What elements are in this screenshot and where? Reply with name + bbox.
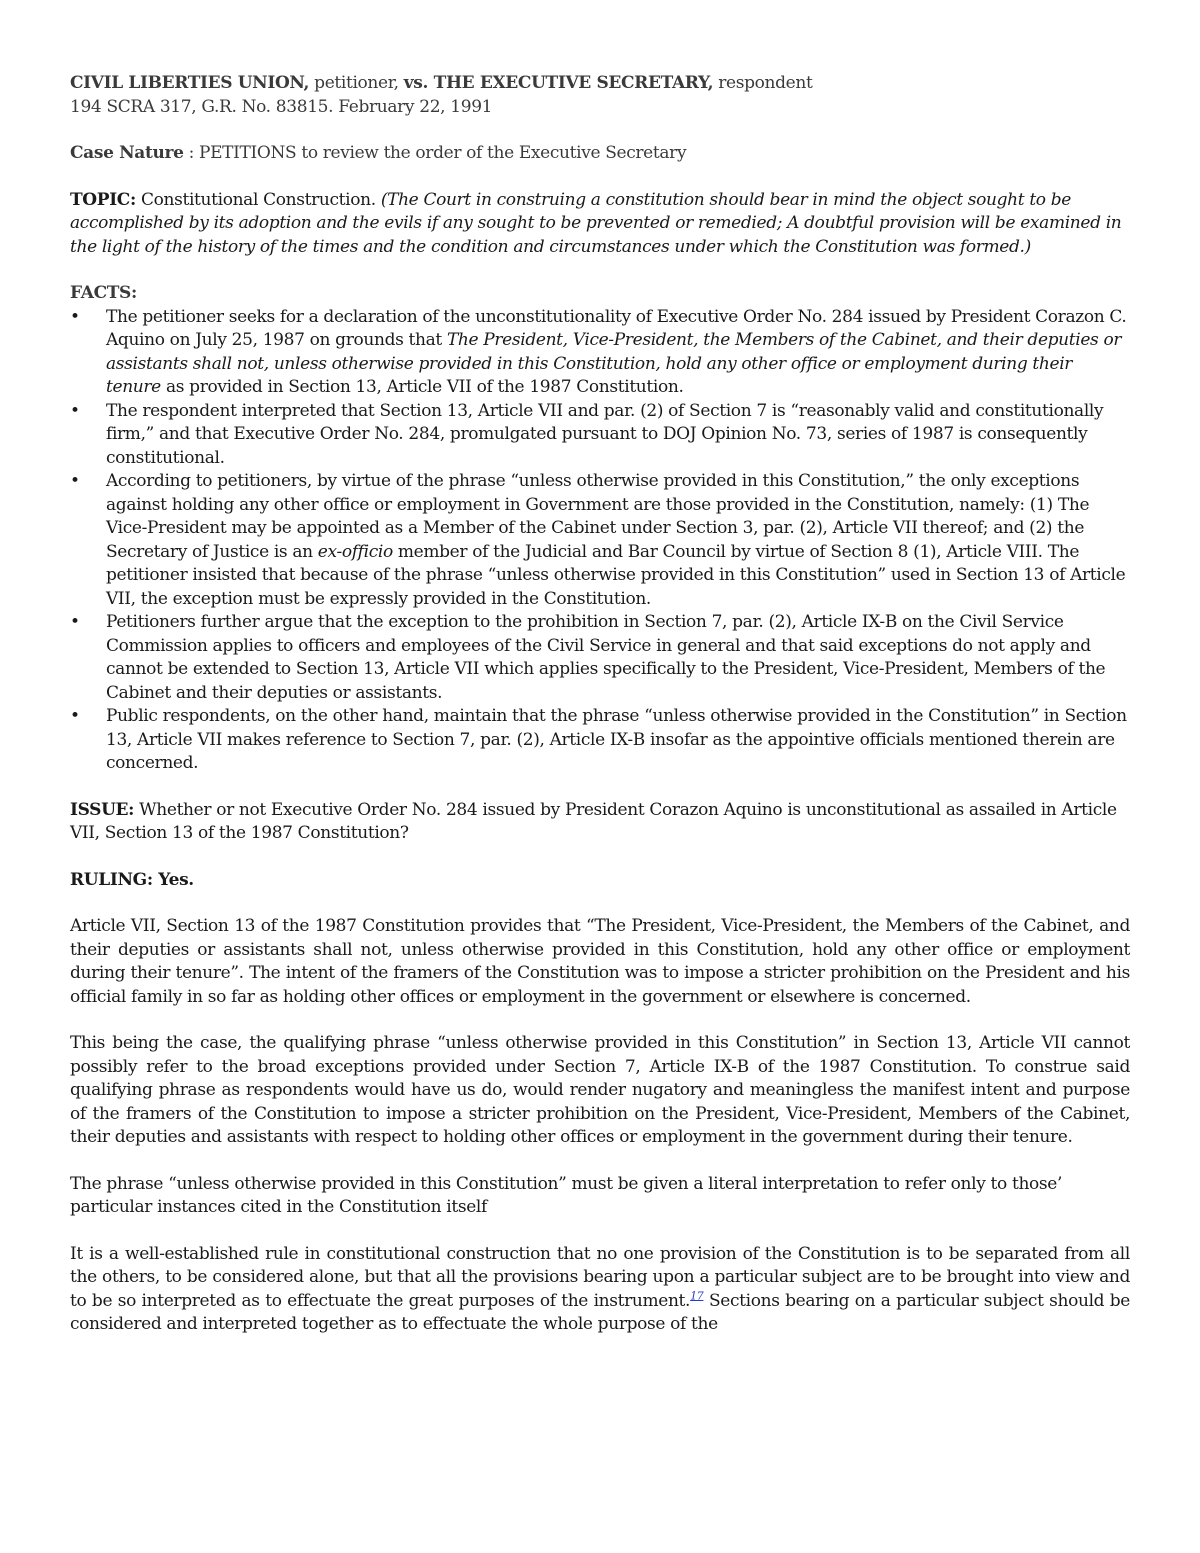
case-nature-label: Case Nature <box>70 143 184 163</box>
case-nature <box>70 142 1130 166</box>
ruling-paragraph-2: This being the case, the qualifying phrase “unless otherwise provided in this Constitution” in Section 13, Article VII cannot possibly refer to the broad exceptions provided under Section 7, Article IX-B of the 1987 Constitution. To construe said qualifying phrase as respondents would have us do, would render nugatory and meaningless the manifest intent and purpose of the framers of the Constitution to impose a stricter prohibition on the President, Vice-President, Members of the Cabinet, their deputies and assistants with respect to holding other offices or employment in the government during their tenure. <box>70 1033 1130 1147</box>
case-nature-text: : PETITIONS to review the order of the Executive Secretary <box>183 143 687 163</box>
petitioner-name: CIVIL LIBERTIES UNION, <box>70 73 310 93</box>
respondent-role: respondent <box>713 73 813 93</box>
fact-text: According to petitioners, by virtue of the phrase “unless otherwise provided in this Constitution,” the only exceptions against holding any other office or employment in Government are those provided in the Constitution, namely: (1) The Vice-President may be appointed as a Member of the Cabinet under Section 3, par. (2), Article VII thereof; and (2) the Secretary of Justice is an <box>106 471 1090 562</box>
topic-label: TOPIC: <box>70 189 136 210</box>
bullet: • <box>70 400 80 421</box>
issue-text: Whether or not Executive Order No. 284 issued by President Corazon Aquino is unconstitutional as assailed in Article VII, Section 13 of the 1987 Constitution? <box>70 799 1117 843</box>
ruling-paragraph-4-cont: Sections bearing on a particular subject should be considered and interpreted together as to effectuate the whole purpose of the <box>70 1290 1131 1334</box>
fact-item <box>70 400 1130 471</box>
bullet: • <box>70 306 80 327</box>
bullet: • <box>70 706 80 726</box>
ruling-paragraph-4 <box>70 1243 1130 1337</box>
topic-paragraph <box>70 189 1130 260</box>
respondent-name: vs. THE EXECUTIVE SECRETARY, <box>403 73 714 93</box>
bullet: • <box>70 612 80 632</box>
issue-paragraph <box>70 799 1130 846</box>
fact-item <box>70 611 1130 705</box>
facts-list <box>70 306 1130 776</box>
footnote-link[interactable]: 17 <box>690 1288 704 1302</box>
facts-heading: FACTS: <box>70 283 137 303</box>
ruling-heading: RULING: Yes. <box>70 869 194 890</box>
fact-text: The petitioner seeks for a declaration of the unconstitutionality of Executive Order No. 284 issued by President Corazon C. Aquino on July 25, 1987 on grounds that <box>106 306 1127 350</box>
fact-text: as provided in Section 13, Article VII of the 1987 Constitution. <box>160 377 684 397</box>
issue-label: ISSUE: <box>70 799 135 820</box>
ruling-paragraph-4-text: It is a well-established rule in constitutional construction that no one provision of the Constitution is to be separated from all the others, to be considered alone, but that all the provisions bearing upon a particular subject are to be brought into view and to be so interpreted as to effectuate the great purposes of the instrument. <box>70 1243 1130 1311</box>
topic-text: Constitutional Construction. <box>135 189 381 210</box>
document-page <box>70 72 1130 1337</box>
ruling-paragraph-3: The phrase “unless otherwise provided in this Constitution” must be given a literal interpretation to refer only to those’ particular instances cited in the Constitution itself <box>70 1173 1063 1217</box>
topic-doctrine: (The Court in construing a constitution should bear in mind the object sought to be accomplished by its adoption and the evils if any sought to be prevented or remedied; A doubtful provision will be examined in the light of the history of the times and the condition and circumstances under which the Constitution was formed.) <box>70 189 1122 257</box>
fact-latin-term: ex-officio <box>317 541 393 562</box>
ruling-paragraph-1: Article VII, Section 13 of the 1987 Constitution provides that “The President, Vice-President, the Members of the Cabinet, and their deputies or assistants shall not, unless otherwise provided in this Constitution, hold any other office or employment during their tenure”. The intent of the framers of the Constitution was to impose a stricter prohibition on the President and his official family in so far as holding other offices or employment in the government or elsewhere is concerned. <box>70 916 1130 1007</box>
case-title <box>70 72 1130 96</box>
fact-quote: The President, Vice-President, the Members of the Cabinet, and their deputies or assistants shall not, unless otherwise provided in this Constitution, hold any other office or employment during their tenure <box>106 330 1122 397</box>
fact-item <box>70 306 1130 400</box>
case-citation: 194 SCRA 317, G.R. No. 83815. February 22, 1991 <box>70 96 493 117</box>
bullet: • <box>70 471 80 491</box>
fact-item <box>70 470 1130 611</box>
fact-text: The respondent interpreted that Section 13, Article VII and par. (2) of Section 7 is “reasonably valid and constitutionally firm,” and that Executive Order No. 284, promulgated pursuant to DOJ Opinion No. 73, series of 1987 is consequently constitutional. <box>106 400 1104 468</box>
petitioner-role: petitioner, <box>309 73 404 93</box>
fact-text: Petitioners further argue that the exception to the prohibition in Section 7, par. (2), Article IX-B on the Civil Service Commission applies to officers and employees of the Civil Service in general and that said exceptions do not apply and cannot be extended to Section 13, Article VII which applies specifically to the President, Vice-President, Members of the Cabinet and their deputies or assistants. <box>106 612 1106 703</box>
fact-text: Public respondents, on the other hand, maintain that the phrase “unless otherwise provided in the Constitution” in Section 13, Article VII makes reference to Section 7, par. (2), Article IX-B insofar as the appointive officials mentioned therein are concerned. <box>106 706 1127 773</box>
fact-item <box>70 705 1130 776</box>
fact-text: member of the Judicial and Bar Council by virtue of Section 8 (1), Article VIII. The petitioner insisted that because of the phrase “unless otherwise provided in this Constitution” used in Section 13 of Article VII, the exception must be expressly provided in the Constitution. <box>106 541 1126 609</box>
